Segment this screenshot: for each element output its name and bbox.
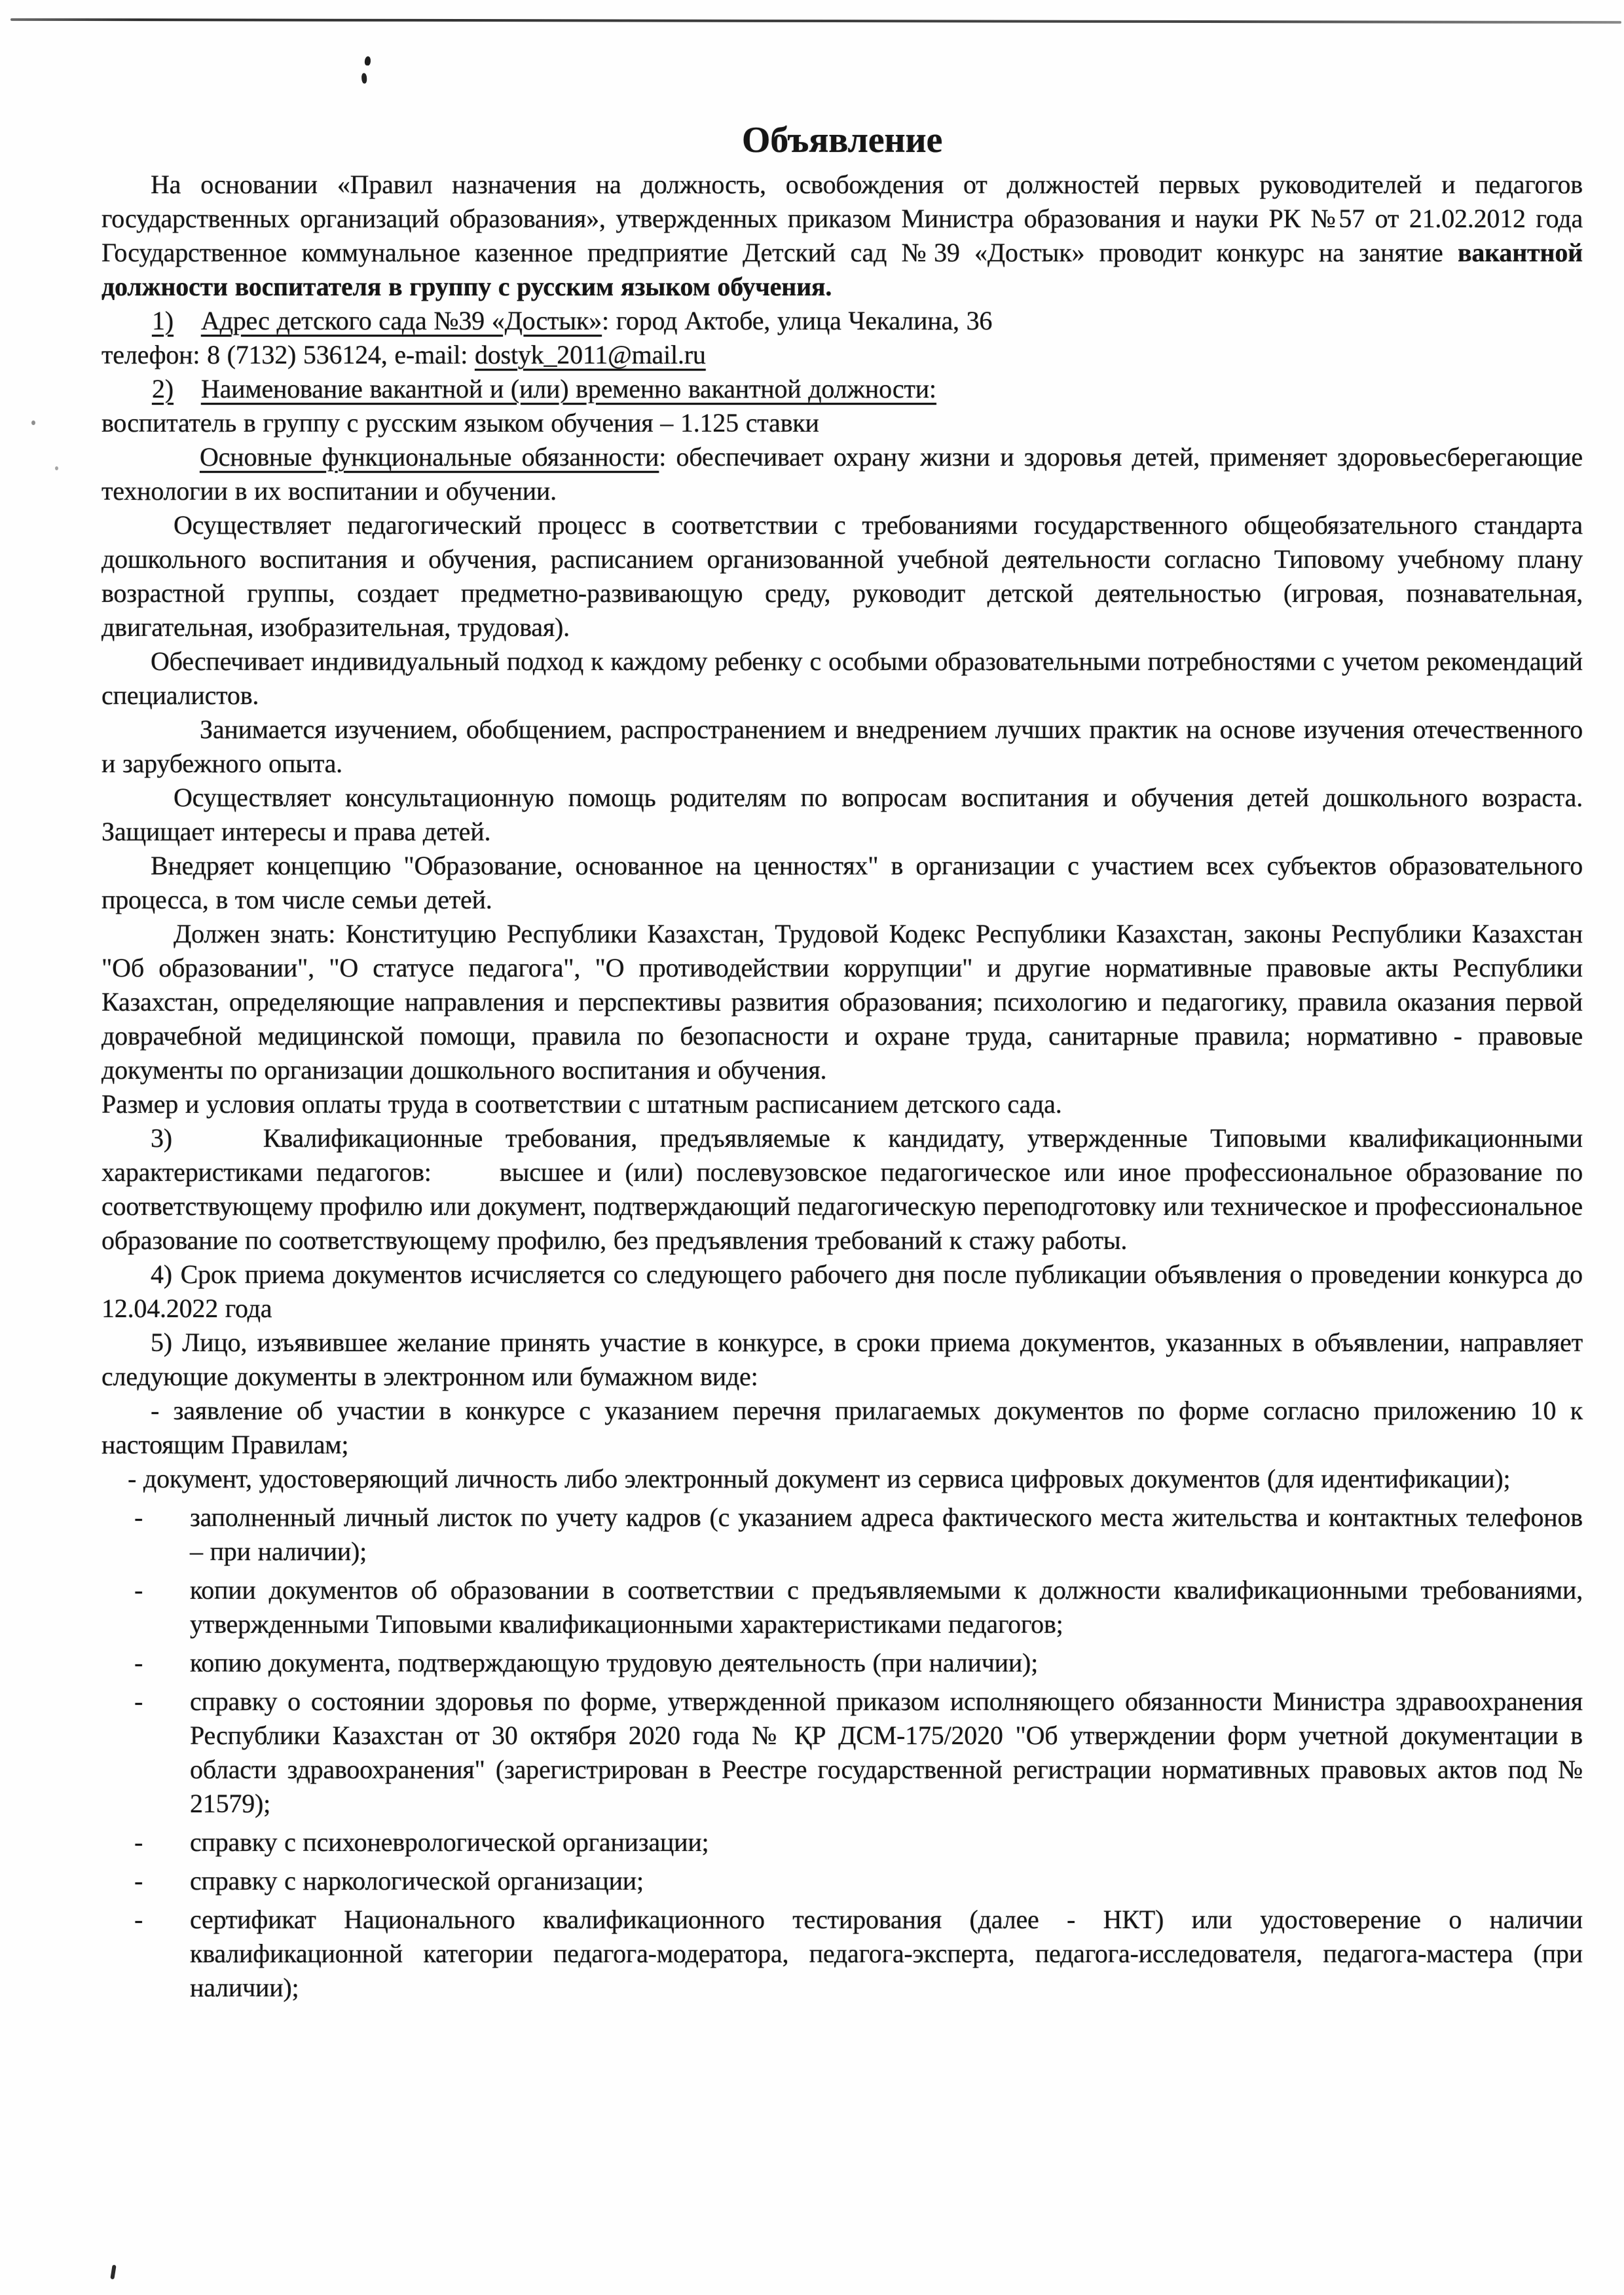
dash-list-item — [101, 1903, 1583, 2005]
dash-list-item — [101, 1685, 1583, 1821]
scan-artifact-mark — [110, 2265, 116, 2280]
text-run: сертификат Национального квалификационного тестирования (далее - НКТ) или удостоверение о наличии квалификационной категории педагога-модератора, педагога-эксперта, педагога-исследователя, педагога-мастера (при наличии); — [190, 1905, 1583, 2002]
dash-marker: - — [134, 1827, 143, 1857]
scan-artifact-top-line — [10, 18, 1621, 24]
text-run: Обеспечивает индивидуальный подход к каждому ребенку с особыми образовательными потребностями с учетом рекомендаций специалистов. — [101, 646, 1583, 710]
text-run: Основные функциональные обязанности — [200, 442, 659, 472]
text-run: Занимается изучением, обобщением, распространением и внедрением лучших практик на основе изучения отечественного и зарубежного опыта. — [101, 715, 1583, 778]
text-run: : город Актобе, улица Чекалина, 36 — [602, 306, 993, 335]
text-run: - документ, удостоверяющий личность либо электронный документ из сервиса цифровых документов (для идентификации); — [128, 1464, 1511, 1493]
text-run: справку с психоневрологической организации; — [190, 1827, 709, 1857]
numbered-item — [101, 304, 1583, 338]
text-run: Наименование вакантной и (или) временно вакантной должности: — [200, 374, 936, 403]
dash-list-item — [101, 1646, 1583, 1680]
scan-artifact-speck — [364, 56, 371, 66]
text-run: воспитатель в группу с русским языком обучения – 1.125 ставки — [101, 408, 819, 438]
dash-marker: - — [134, 1905, 143, 1934]
list-marker: 2) — [152, 374, 174, 403]
paragraph — [101, 440, 1583, 508]
text-run: Должен знать: Конституцию Республики Казахстан, Трудовой Кодекс Республики Казахстан, законы Республики Казахстан "Об образовании", "О статусе педагога", "О противодействии коррупции" и другие нормативные правовые акты Республики Казахстан, определяющие направления и перспективы развития образования; психологию и педагогику, правила оказания первой доврачебной медицинской помощи, правила по безопасности и охране труда, санитарные правила; нормативно - правовые документы по организации дошкольного воспитания и обучения. — [101, 919, 1583, 1085]
scan-artifact-dot — [31, 420, 35, 425]
paragraph — [101, 781, 1583, 849]
list-marker: 1) — [152, 306, 174, 335]
paragraph — [101, 1462, 1583, 1496]
paragraph — [101, 644, 1583, 713]
text-run: вакантной должности воспитателя в группу с русским языком обучения. — [101, 238, 1583, 301]
paragraph — [101, 849, 1583, 917]
dash-marker: - — [134, 1502, 143, 1532]
text-run: : обеспечивает охрану жизни и здоровья детей, применяет здоровьесберегающие технологии в их воспитании и обучении. — [101, 442, 1583, 506]
text-run: dostyk_2011@mail.ru — [475, 340, 706, 369]
text-run: 4) Срок приема документов исчисляется со следующего рабочего дня после публикации объявления о проведении конкурса до 12.04.2022 года — [101, 1259, 1583, 1323]
paragraph — [101, 1258, 1583, 1326]
text-run: - заявление об участии в конкурсе с указанием перечня прилагаемых документов по форме согласно приложению 10 к настоящим Правилам; — [101, 1396, 1583, 1459]
dash-list-item — [101, 1501, 1583, 1569]
paragraph — [101, 917, 1583, 1087]
paragraph — [101, 168, 1583, 304]
text-run: справку о состоянии здоровья по форме, утвержденной приказом исполняющего обязанности Министра здравоохранения Республики Казахстан от 30 октября 2020 года № ҚР ДСМ-175/2020 "Об утверждении форм учетной документации в области здравоохранения" (зарегистрирован в Реестре государственной регистрации нормативных правовых актов под № 21579); — [190, 1687, 1583, 1818]
text-run: Адрес детского сада №39 «Достык» — [200, 306, 602, 335]
text-run: Внедряет концепцию "Образование, основанное на ценностях" в организации с участием всех субъектов образовательного процесса, в том числе семьи детей. — [101, 851, 1583, 914]
numbered-item — [101, 372, 1583, 406]
dash-marker: - — [134, 1687, 143, 1716]
paragraph — [101, 508, 1583, 644]
contact-line — [101, 338, 1583, 372]
text-run: Осуществляет педагогический процесс в соответствии с требованиями государственного общеобязательного стандарта дошкольного воспитания и обучения, расписанием организованной учебной деятельности согласно Типовому учебному плану возрастной группы, создает предметно-развивающую среду, руководит детской деятельностью (игровая, познавательная, двигательная, изобразительная, трудовая). — [101, 510, 1583, 642]
paragraph — [101, 1121, 1583, 1258]
text-run: 5) Лицо, изъявившее желание принять участие в конкурсе, в сроки приема документов, указанных в объявлении, направляет следующие документы в электронном или бумажном виде: — [101, 1328, 1583, 1391]
dash-marker: - — [134, 1866, 143, 1895]
text-run: 3) Квалификационные требования, предъявляемые к кандидату, утвержденные Типовыми квалификационными характеристиками педагогов: высшее и (или) послевузовское педагогическое или иное профессиональное образование по соответствующему профилю или документ, подтверждающий педагогическую переподготовку или техническое и профессиональное образование по соответствующему профилю, без предъявления требований к стажу работы. — [101, 1123, 1583, 1255]
paragraph — [101, 713, 1583, 781]
text-run: Объявление — [741, 120, 943, 160]
dash-list-item — [101, 1864, 1583, 1898]
paragraph — [101, 1326, 1583, 1394]
dash-marker: - — [134, 1648, 143, 1677]
dash-list-item — [101, 1825, 1583, 1859]
paragraph — [101, 1394, 1583, 1462]
dash-list-item — [101, 1573, 1583, 1641]
paragraph — [101, 1087, 1583, 1121]
text-run: Размер и условия оплаты труда в соответствии с штатным расписанием детского сада. — [101, 1089, 1062, 1119]
document-title — [101, 119, 1583, 161]
text-run: заполненный личный листок по учету кадров (с указанием адреса фактического места жительства и контактных телефонов – при наличии); — [190, 1502, 1583, 1566]
text-run: телефон: 8 (7132) 536124, e-mail: — [101, 340, 475, 369]
text-run: копию документа, подтверждающую трудовую деятельность (при наличии); — [190, 1648, 1039, 1677]
dash-marker: - — [134, 1575, 143, 1605]
text-run: На основании «Правил назначения на должность, освобождения от должностей первых руководителей и педагогов государственных организаций образования», утвержденных приказом Министра образования и науки РК №57 от 21.02.2012 года Государственное коммунальное казенное предприятие Детский сад №39 «Достык» проводит конкурс на занятие — [101, 170, 1583, 267]
text-run: Осуществляет консультационную помощь родителям по вопросам воспитания и обучения детей дошкольного возраста. Защищает интересы и права детей. — [101, 783, 1583, 846]
text-run: копии документов об образовании в соответствии с предъявляемыми к должности квалификационными требованиями, утвержденными Типовыми квалификационными характеристиками педагогов; — [190, 1575, 1583, 1639]
text-run: справку с наркологической организации; — [190, 1866, 644, 1895]
document-body — [101, 119, 1583, 2005]
paragraph — [101, 406, 1583, 440]
scan-artifact-dot — [55, 466, 58, 470]
